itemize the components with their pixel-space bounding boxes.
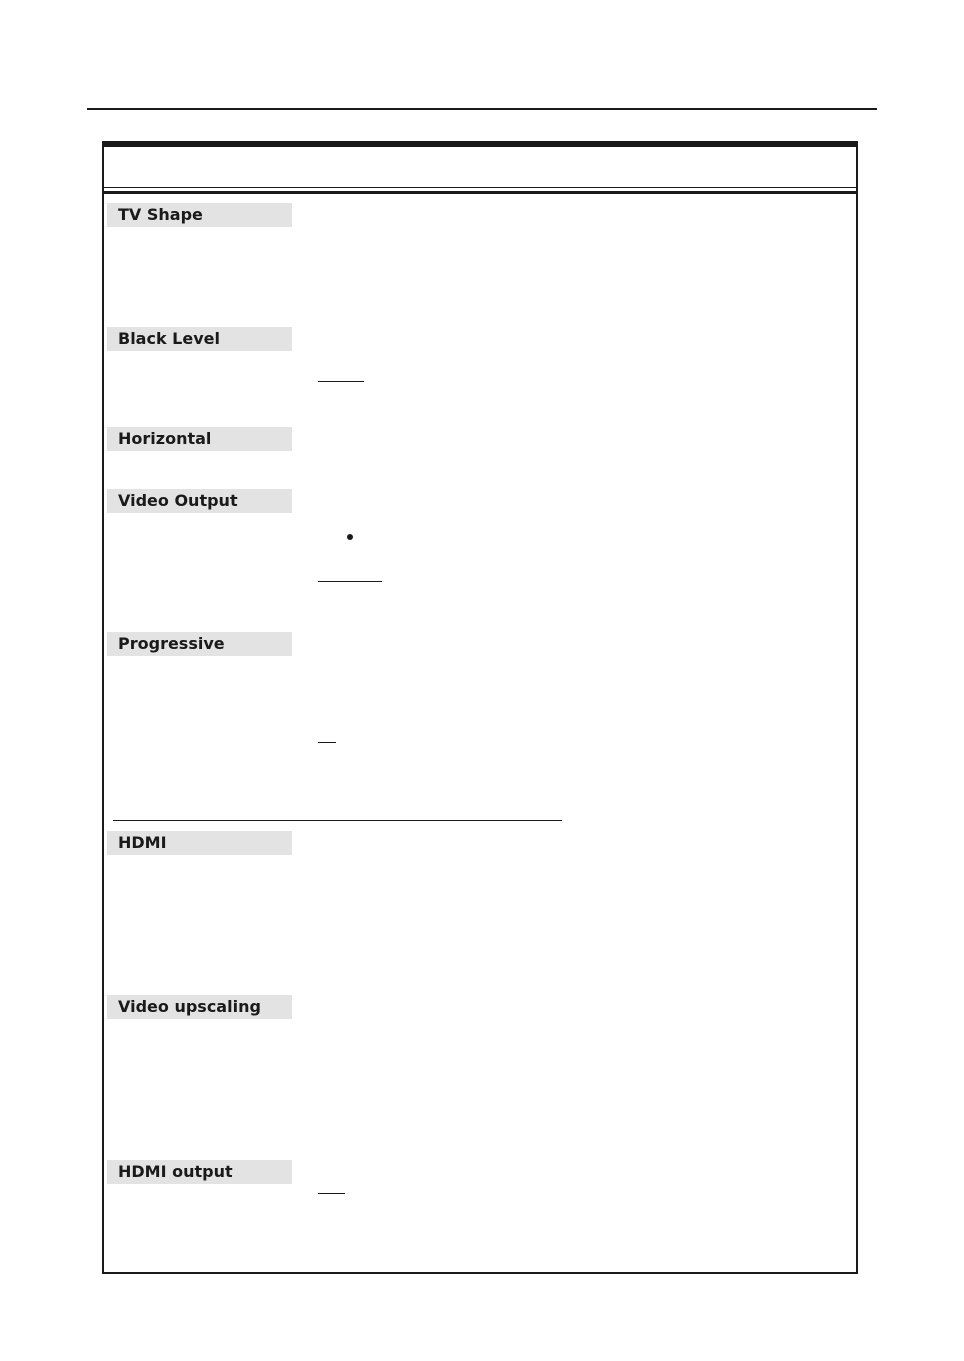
setting-label-video-output: Video Output (107, 489, 292, 513)
default-option-underline (318, 1193, 345, 1194)
setting-label-hdmi-output: HDMI output (107, 1160, 292, 1184)
page-top-rule (87, 108, 877, 110)
setting-label-hdmi: HDMI (107, 831, 292, 855)
table-header-rule (104, 191, 856, 194)
setting-label-black-level: Black Level (107, 327, 292, 351)
setting-label-progressive: Progressive (107, 632, 292, 656)
default-option-underline (318, 581, 382, 582)
setting-label-tv-shape: TV Shape (107, 203, 292, 227)
settings-table (102, 141, 858, 1274)
bullet-icon (347, 534, 353, 540)
table-header-row (104, 147, 856, 188)
section-divider (113, 820, 562, 821)
default-option-underline (318, 381, 364, 382)
setting-label-video-upscaling: Video upscaling (107, 995, 292, 1019)
setting-label-horizontal: Horizontal (107, 427, 292, 451)
default-option-underline (318, 742, 336, 743)
